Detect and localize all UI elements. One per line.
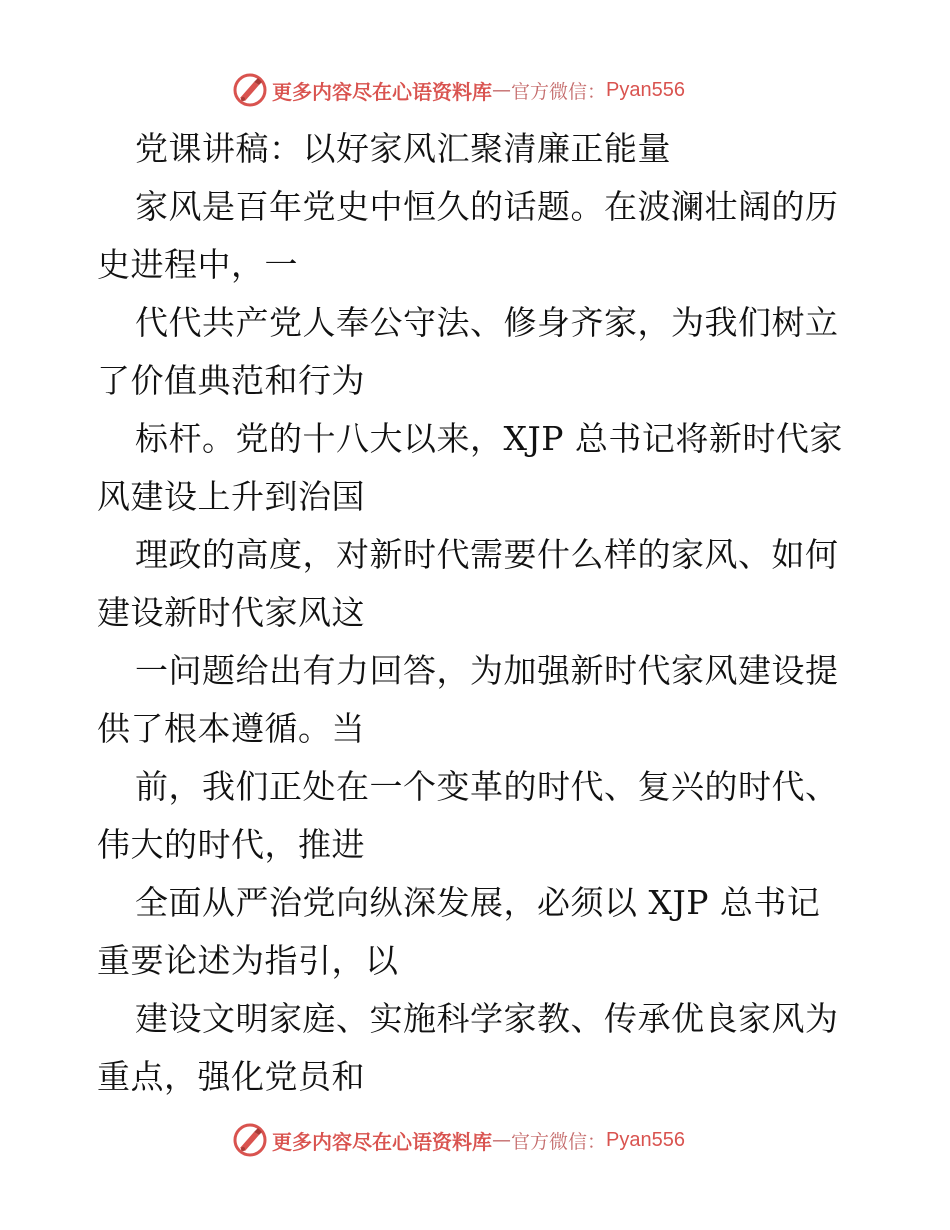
paragraph-line: 全面从严治党向纵深发展，必须以 XJP 总书记 (135, 883, 821, 922)
document-body (97, 120, 857, 1106)
paragraph-line: 了价值典范和行为 (97, 361, 365, 400)
document-title: 党课讲稿：以好家风汇聚清廉正能量 (135, 129, 671, 168)
paragraph-line: 理政的高度，对新时代需要什么样的家风、如何 (135, 535, 839, 574)
brand-logo-icon (232, 1122, 268, 1158)
paragraph-line: 一问题给出有力回答，为加强新时代家风建设提 (135, 651, 839, 690)
paragraph-line: 史进程中，一 (97, 245, 298, 284)
banner-wechat-id: Pyan556 (606, 1128, 685, 1151)
banner-separator: — (492, 79, 511, 101)
paragraph-line: 风建设上升到治国 (97, 477, 365, 516)
paragraph-line: 标杆。党的十八大以来，XJP 总书记将新时代家 (135, 419, 843, 458)
paragraph-line: 伟大的时代，推进 (97, 825, 365, 864)
paragraph-line: 供了根本遵循。当 (97, 709, 365, 748)
paragraph-line: 家风是百年党史中恒久的话题。在波澜壮阔的历 (135, 187, 839, 226)
footer-watermark-banner (232, 1120, 685, 1160)
banner-wechat-label: 官方微信： (511, 1130, 607, 1153)
paragraph-line: 前，我们正处在一个变革的时代、复兴的时代、 (135, 767, 839, 806)
banner-main-text: 更多内容尽在心语资料库 (272, 79, 492, 104)
paragraph-line: 代代共产党人奉公守法、修身齐家，为我们树立 (135, 303, 839, 342)
paragraph-line: 建设新时代家风这 (97, 593, 365, 632)
banner-main-text: 更多内容尽在心语资料库 (272, 1129, 492, 1154)
brand-logo-icon (232, 72, 268, 108)
banner-wechat-id: Pyan556 (606, 78, 685, 101)
paragraph-line: 重要论述为指引，以 (97, 941, 399, 980)
paragraph-line: 建设文明家庭、实施科学家教、传承优良家风为 (135, 999, 839, 1038)
banner-separator: — (492, 1129, 511, 1151)
paragraph-line: 重点，强化党员和 (97, 1057, 365, 1096)
header-watermark-banner (232, 70, 685, 110)
banner-wechat-label: 官方微信： (511, 80, 607, 103)
